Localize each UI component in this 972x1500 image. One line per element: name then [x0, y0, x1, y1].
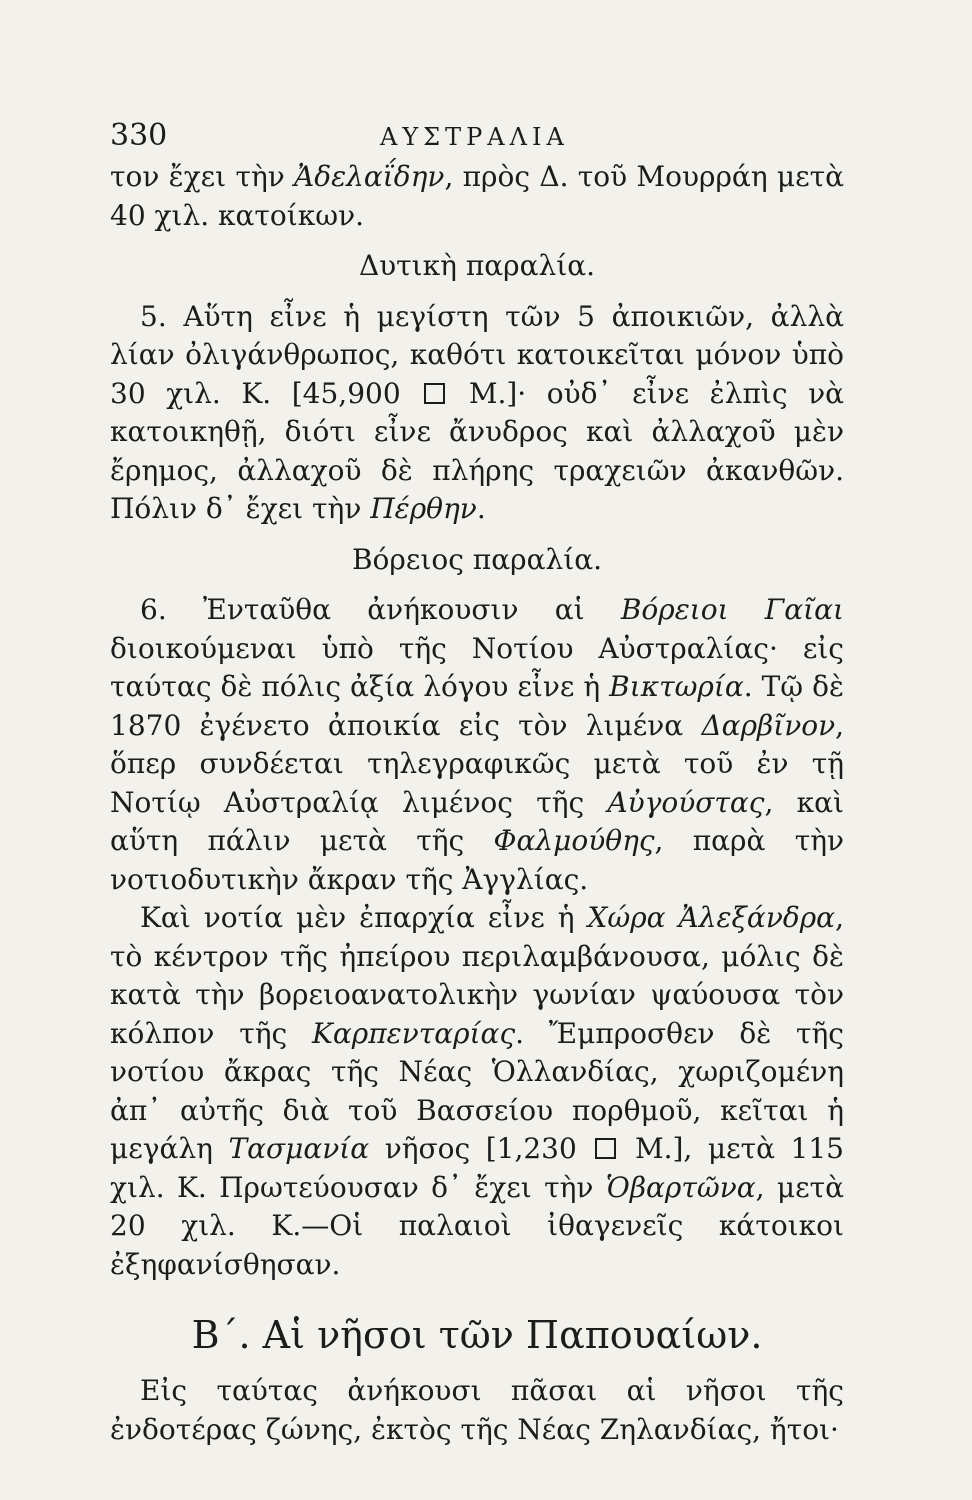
- text-run: 5. Αὕτη εἶνε ἡ μεγίστη τῶν 5 ἀποικιῶν, ἀλλὰ λίαν ὀλιγάνθρωπος, καθότι κατοικεῖται μόνον ὑπὸ 30 χιλ. Κ. [45,900: [110, 299, 844, 410]
- place-name: Καρπενταρίας: [311, 1016, 516, 1050]
- text-run: Μ.], μετὰ 115 χιλ. Κ. Πρωτεύουσαν δ᾽ ἔχει τὴν: [110, 1132, 844, 1204]
- text-run: , πρὸς Δ. τοῦ Μουρράη μετὰ 40 χιλ. κατοίκων.: [110, 160, 844, 232]
- page-number: 330: [110, 118, 168, 153]
- paragraph-6: [110, 591, 844, 899]
- text-run: , καὶ αὕτη πάλιν μετὰ τῆς: [110, 785, 844, 857]
- place-name: Φαλμούθης: [493, 824, 655, 857]
- page-header: [110, 118, 844, 158]
- part-heading: Β΄. Αἱ νῆσοι τῶν Παπουαίων.: [191, 1313, 763, 1357]
- square-symbol: [595, 1138, 616, 1159]
- text-run: νῆσος [1,230: [369, 1132, 577, 1165]
- paragraph-continuation: [110, 158, 844, 235]
- paragraph-5: [110, 298, 844, 529]
- text-run: , παρὰ τὴν νοτιοδυτικὴν ἄκραν τῆς Ἀγγλίας.: [110, 824, 845, 896]
- place-name: Αὐγούστας: [607, 785, 765, 819]
- paragraph-7: [110, 899, 844, 1284]
- place-name: Τασμανία: [228, 1132, 370, 1165]
- text-run: .: [476, 492, 486, 525]
- paragraph-8: Εἰς ταύτας ἀνήκουσι πᾶσαι αἱ νῆσοι τῆς ἐνδοτέρας ζώνης, ἐκτὸς τῆς Νέας Ζηλανδίας, ἤτοι·: [110, 1374, 844, 1446]
- text-run: Καὶ νοτία μὲν ἐπαρχία εἶνε ἡ: [140, 901, 588, 934]
- text-run: Μ.]· οὐδ᾽ εἶνε ἐλπὶς νὰ κατοικηθῇ, διότι εἶνε ἄνυδρος καὶ ἀλλαχοῦ μὲν ἔρημος, ἀλλαχοῦ δὲ πλήρης τραχειῶν ἀκανθῶν. Πόλιν δ᾽ ἔχει τὴν: [110, 376, 845, 525]
- place-name: Βόρειοι Γαῖαι: [620, 593, 844, 626]
- text-run: , μετὰ 20 χιλ. Κ.—Οἱ παλαιοὶ ἰθαγενεῖς κάτοικοι ἐξηφανίσθησαν.: [110, 1170, 844, 1281]
- section-heading-north-coast: Βόρειος παραλία.: [351, 542, 603, 576]
- text-run: 6. Ἐνταῦθα ἀνήκουσιν αἱ: [140, 593, 621, 626]
- place-name: Δαρβῖνον: [701, 708, 836, 742]
- text-run: , τὸ κέντρον τῆς ἠπείρου περιλαμβάνουσα, μόλις δὲ κατὰ τὴν βορειοανατολικὴν γωνίαν ψαύουσα τὸν κόλπον τῆς: [110, 901, 844, 1050]
- text-run: διοικούμεναι ὑπὸ τῆς Νοτίου Αὐστραλίας· εἰς ταύτας δὲ πόλις ἀξία λόγου εἶνε ἡ: [110, 631, 844, 703]
- section-heading-west-coast: Δυτικὴ παραλία.: [358, 249, 596, 282]
- text-run: τον ἔχει τὴν: [110, 160, 295, 193]
- square-symbol: [424, 383, 445, 404]
- text-run: , ὅπερ συνδέεται τηλεγραφικῶς μετὰ τοῦ ἐν τῇ Νοτίῳ Αὐστραλίᾳ λιμένος τῆς: [110, 708, 844, 819]
- place-name: Χώρα Ἀλεξάνδρα: [587, 901, 836, 934]
- place-name: Πέρθην: [370, 492, 477, 525]
- text-run: . Τῷ δὲ 1870 ἐγένετο ἀποικία εἰς τὸν λιμένα: [110, 670, 845, 742]
- place-name: Βικτωρία: [609, 670, 744, 703]
- place-name: Ἀδελαΐδην: [294, 160, 445, 193]
- place-name: Ὁβαρτῶνα: [605, 1170, 756, 1204]
- running-title: ΑΥΣΤΡΑΛΙΑ: [380, 123, 569, 151]
- text-run: . Ἔμπροσθεν δὲ τῆς νοτίου ἄκρας τῆς Νέας Ὁλλανδίας, χωριζομένη ἀπ᾽ αὐτῆς διὰ τοῦ Βασσείου πορθμοῦ, κεῖται ἡ μεγάλη: [110, 1016, 844, 1165]
